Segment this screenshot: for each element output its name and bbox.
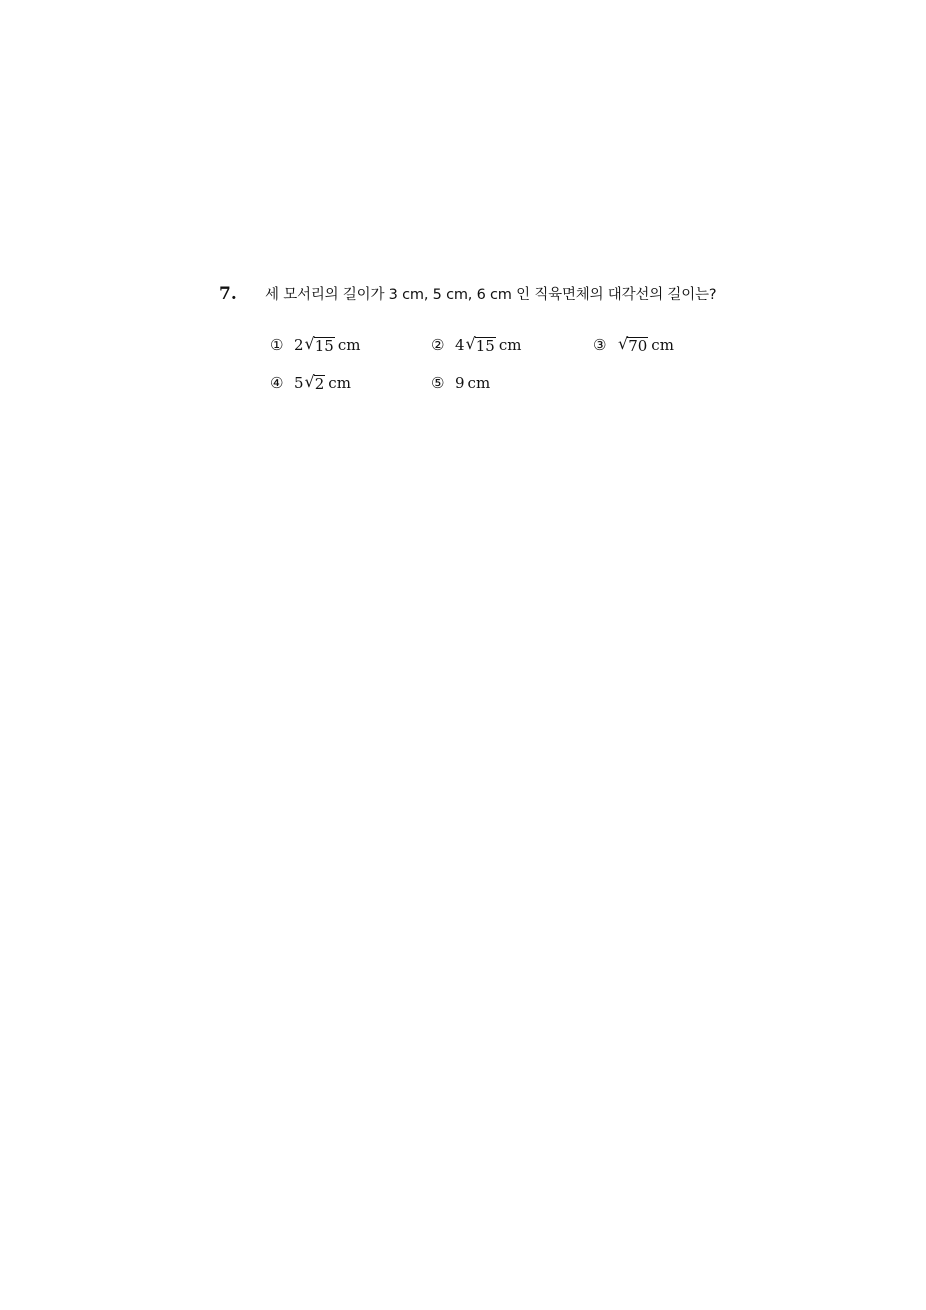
choice-coefficient: 2 xyxy=(294,336,304,354)
choice-3[interactable] xyxy=(593,334,674,356)
choice-radicand: 2 xyxy=(314,374,325,393)
choice-5[interactable] xyxy=(431,372,490,394)
choice-marker: ④ xyxy=(270,374,284,392)
choice-value xyxy=(617,334,674,356)
choice-radicand: 15 xyxy=(314,336,334,355)
choice-plain-value: 9 xyxy=(455,374,465,392)
choice-coefficient: 4 xyxy=(455,336,465,354)
choice-value xyxy=(294,334,360,356)
choice-unit: cm xyxy=(498,336,522,354)
sqrt-icon: √ xyxy=(465,334,476,353)
choice-coefficient: 5 xyxy=(294,374,304,392)
choice-marker: ⑤ xyxy=(431,374,445,392)
question-text: 세 모서리의 길이가 3 cm, 5 cm, 6 cm 인 직육면체의 대각선의 길이는? xyxy=(265,287,717,303)
choice-marker: ② xyxy=(431,336,445,354)
choice-radicand: 15 xyxy=(475,336,495,355)
choice-value xyxy=(294,372,351,394)
choice-unit: cm xyxy=(467,374,491,392)
choice-1[interactable] xyxy=(270,334,360,356)
choice-marker: ③ xyxy=(593,336,607,354)
choice-value xyxy=(455,372,490,394)
sqrt-icon: √ xyxy=(618,334,629,353)
choice-2[interactable] xyxy=(431,334,521,356)
choice-unit: cm xyxy=(328,374,351,392)
question-number: 7. xyxy=(219,284,237,304)
choice-unit: cm xyxy=(337,336,361,354)
sqrt-icon: √ xyxy=(304,372,315,391)
choice-4[interactable] xyxy=(270,372,351,394)
choice-value xyxy=(455,334,521,356)
sqrt-icon: √ xyxy=(304,334,315,353)
choice-radicand: 70 xyxy=(628,336,648,355)
choice-marker: ① xyxy=(270,336,284,354)
choice-unit: cm xyxy=(651,336,674,354)
